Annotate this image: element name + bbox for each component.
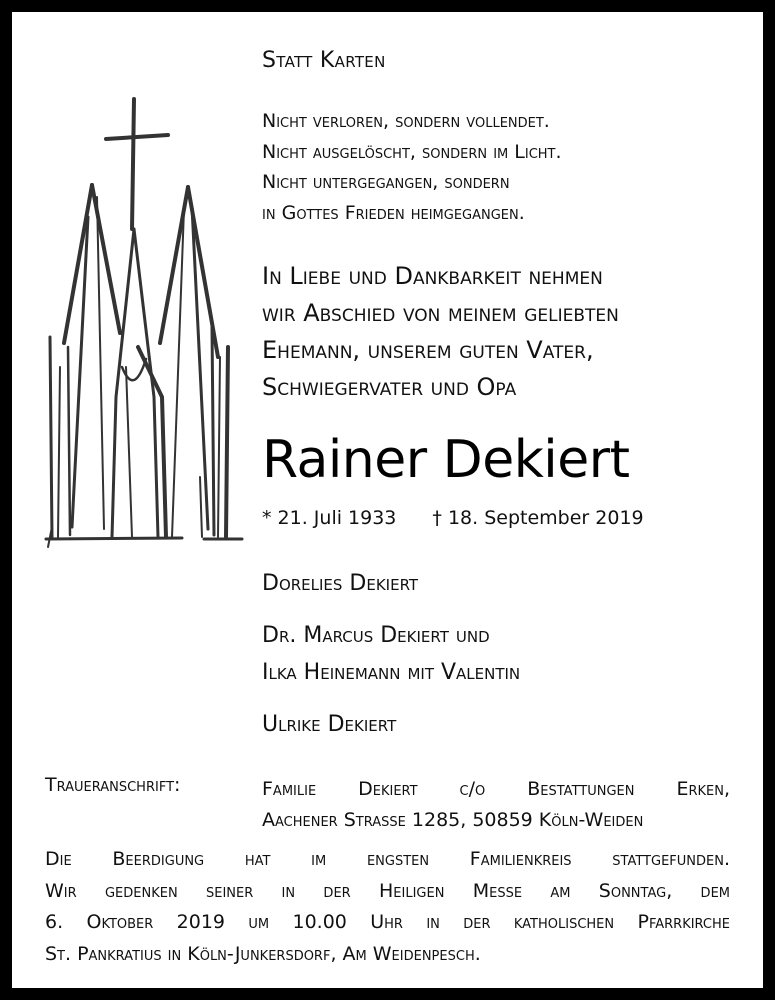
deceased-name: Rainer Dekiert [262,430,630,490]
intro-line: Schwiegervater und Opa [262,373,517,401]
address-line: Aachener Strasse 1285, 50859 Köln-Weiden [262,809,644,831]
mourner-son [262,617,520,691]
death-date: † 18. September 2019 [432,507,644,529]
intro-line: wir Abschied von meinem geliebten [262,299,619,327]
farewell-intro [262,258,619,406]
funeral-line: St. Pankratius in Köln-Junkersdorf, Am Weidenpesch. [45,942,481,965]
mourner-daughter: Ulrike Dekiert [262,712,397,737]
poem-line: Nicht verloren, sondern vollendet. [262,110,550,132]
poem-line: in Gottes Frieden heimgegangen. [262,201,525,224]
mourner-wife: Dorelies Dekiert [262,571,419,596]
church-with-cross-icon [42,97,247,557]
funeral-line: 6. Oktober 2019 um 10.00 Uhr in der katholischen Pfarrkirche [45,911,730,933]
poem [262,106,562,228]
funeral-notice [45,844,730,970]
poem-line: Nicht ausgelöscht, sondern im Licht. [262,140,562,163]
mourner-line: Dr. Marcus Dekiert und [262,623,490,648]
address-line: Familie Dekiert c/o Bestattungen Erken, [262,778,730,800]
address-label: Traueranschrift: [45,774,181,796]
life-dates [262,507,644,529]
poem-line: Nicht untergegangen, sondern [262,171,510,193]
birth-date: * 21. Juli 1933 [262,507,397,529]
mourning-address [262,774,730,836]
motto: Statt Karten [262,48,386,73]
funeral-line: Die Beerdigung hat im engsten Familienkreis stattgefunden. [45,848,730,870]
intro-line: In Liebe und Dankbarkeit nehmen [262,262,603,290]
intro-line: Ehemann, unserem guten Vater, [262,336,594,364]
obituary-card [12,12,763,988]
funeral-line: Wir gedenken seiner in der Heiligen Messe am Sonntag, dem [45,879,730,902]
mourner-line: Ilka Heinemann mit Valentin [262,660,521,685]
